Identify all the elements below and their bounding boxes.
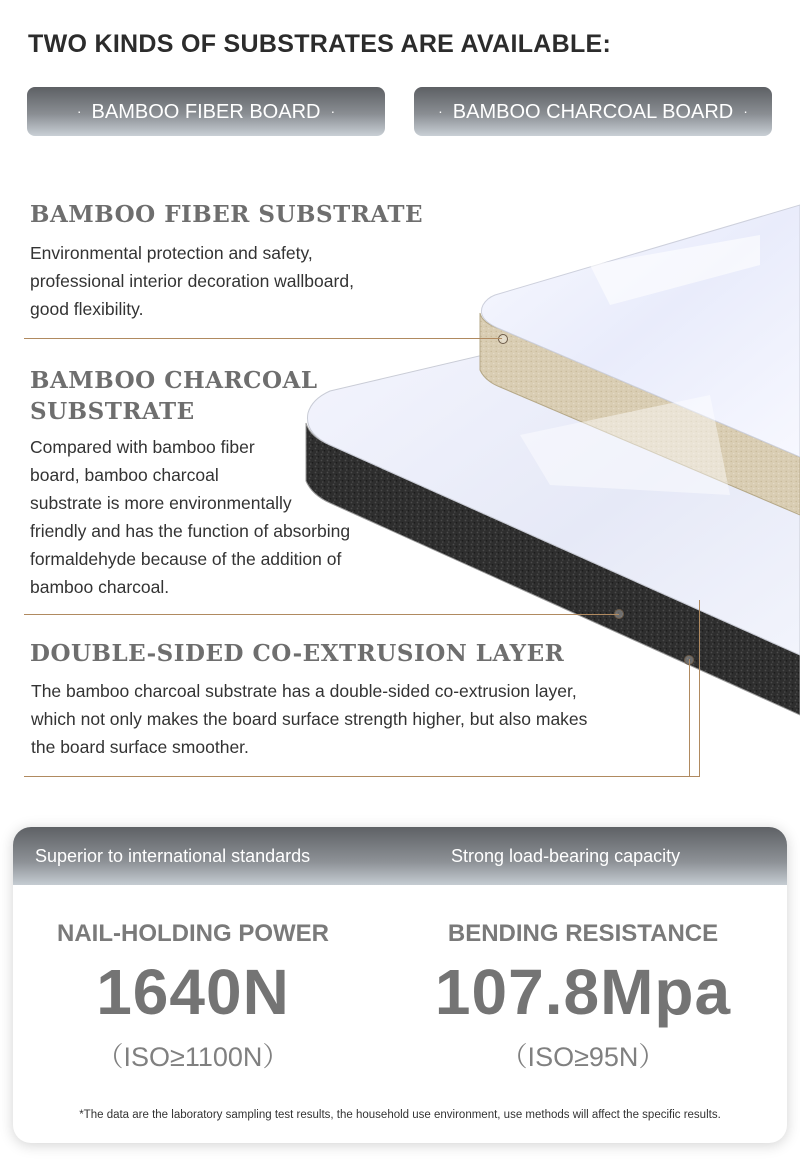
- footnote: *The data are the laboratory sampling test results, the household use environment, use methods will affect the specific results.: [79, 1109, 721, 1121]
- charcoal-substrate-description: [30, 433, 350, 601]
- nail-holding-label: NAIL-HOLDING POWER: [57, 920, 329, 947]
- coextrusion-callout-vertical: [699, 600, 700, 776]
- coextrusion-callout-line: [24, 776, 700, 777]
- fiber-callout-line: [24, 338, 502, 339]
- charcoal-callout-line: [24, 614, 619, 615]
- card-header: [13, 827, 787, 885]
- header-right-label: Strong load-bearing capacity: [451, 846, 681, 866]
- page-heading: TWO KINDS OF SUBSTRATES ARE AVAILABLE:: [28, 30, 612, 58]
- text-line: good flexibility.: [30, 299, 144, 319]
- coextrusion-callout-vertical: [689, 659, 690, 776]
- tab-bamboo-fiber-board[interactable]: [27, 87, 385, 136]
- text-line: friendly and has the function of absorbing: [30, 521, 351, 541]
- text-line: The bamboo charcoal substrate has a double-sided co-extrusion layer,: [31, 681, 577, 701]
- text-line: bamboo charcoal.: [30, 577, 170, 597]
- bending-resistance-standard: （ISO≥95N）: [500, 1042, 666, 1072]
- text-line: professional interior decoration wallboard,: [30, 271, 354, 291]
- tab-bamboo-charcoal-board[interactable]: [414, 87, 772, 136]
- board-cross-section-illustration: [290, 195, 800, 755]
- title-line: BAMBOO CHARCOAL: [30, 367, 318, 394]
- coextrusion-layer-title: DOUBLE-SIDED CO-EXTRUSION LAYER: [30, 640, 565, 667]
- tab-label: BAMBOO CHARCOAL BOARD: [452, 101, 734, 123]
- coextrusion-layer-description: [31, 677, 587, 761]
- title-line: SUBSTRATE: [30, 398, 195, 425]
- bullet-dot-icon: ·: [743, 103, 748, 119]
- text-line: Environmental protection and safety,: [30, 243, 313, 263]
- nail-holding-value: 1640N: [96, 956, 290, 1028]
- tab-label: BAMBOO FIBER BOARD: [91, 101, 321, 123]
- performance-card: [13, 827, 787, 1143]
- charcoal-substrate-title: [30, 365, 318, 427]
- bending-resistance-value: 107.8Mpa: [434, 956, 732, 1028]
- text-line: board, bamboo charcoal: [30, 465, 219, 485]
- callout-dot-icon: [498, 334, 508, 344]
- fiber-substrate-description: [30, 239, 354, 323]
- fiber-substrate-title: BAMBOO FIBER SUBSTRATE: [30, 201, 424, 228]
- bullet-dot-icon: ·: [76, 103, 82, 119]
- bending-resistance-label: BENDING RESISTANCE: [447, 920, 719, 947]
- bullet-dot-icon: ·: [438, 103, 443, 119]
- bullet-dot-icon: ·: [330, 103, 336, 119]
- text-line: the board surface smoother.: [31, 737, 249, 757]
- nail-holding-standard: （ISO≥1100N）: [96, 1042, 290, 1072]
- text-line: formaldehyde because of the addition of: [30, 549, 342, 569]
- text-line: which not only makes the board surface strength higher, but also makes: [31, 709, 588, 729]
- text-line: Compared with bamboo fiber: [30, 437, 255, 457]
- text-line: substrate is more environmentally: [30, 493, 292, 513]
- header-left-label: Superior to international standards: [35, 846, 311, 866]
